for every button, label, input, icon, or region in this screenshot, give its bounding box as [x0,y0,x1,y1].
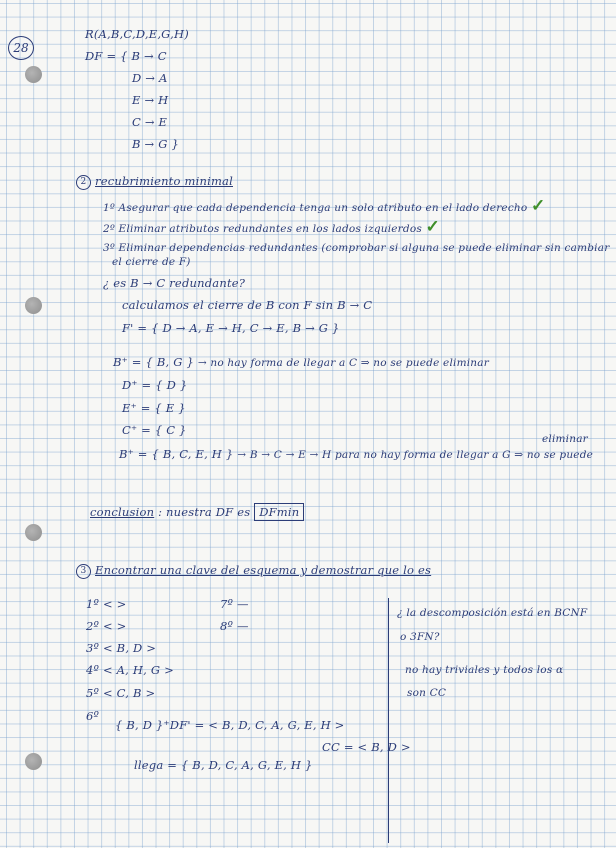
conclusion-text: : nuestra DF es [158,505,251,519]
key-item-3: 3º < B, D > [86,641,157,655]
candidate-key: CC = < B, D > [322,740,411,754]
b-full: B⁺ = { B, C, E, H } [119,447,234,461]
section-3-number: 3 [76,564,91,579]
conclusion-line [90,505,304,519]
side-note-2: o 3FN? [400,631,440,643]
d-plus: D⁺ = { D } [122,378,188,392]
side-note-3: no hay triviales y todos los α [405,664,564,676]
side-note-4: son CC [407,687,447,699]
section-2-title: recubrimiento minimal [95,174,233,188]
section-3-heading [76,563,431,579]
b-plus-note: → no hay forma de llegar a C ⇒ no se puede eliminar [197,357,489,369]
dependency: E → H [132,93,169,107]
punch-hole [25,66,42,83]
punch-hole [25,297,42,314]
e-plus: E⁺ = { E } [122,401,186,415]
key-item-6: 6º [86,709,100,723]
column-divider [388,598,389,843]
key-item-5: 5º < C, B > [86,686,156,700]
section-2-heading [76,174,233,190]
side-note-1: ¿ la descomposición está en BCNF [397,607,588,619]
step-1 [103,196,545,216]
step-2-text: 2º Eliminar atributos redundantes en los lados izquierdos [103,223,422,235]
eliminar-word: eliminar [542,433,588,445]
dependency: D → A [132,71,168,85]
relation-schema: R(A,B,C,D,E,G,H) [85,27,189,41]
key-item-2: 2º < > [86,619,127,633]
dependency: C → E [132,115,168,129]
key-closure: { B, D }⁺DF' = < B, D, C, A, G, E, H > [115,718,345,732]
closure-calculation-note: calculamos el cierre de B con F sin B → C [122,298,373,312]
redundancy-question: ¿ es B → C redundante? [103,276,246,290]
dfmin-box: DFmin [254,503,304,521]
conclusion-label: conclusion [90,505,155,519]
f-prime-set: F' = { D → A, E → H, C → E, B → G } [122,321,340,335]
b-full-note: → B → C → E → H para no hay forma de llegar a G ⇒ no se puede [237,449,594,461]
section-2-number: 2 [76,175,91,190]
b-plus-line [113,355,489,369]
step-2 [103,217,440,237]
b-full-line [119,447,593,461]
key-item-8: 8º — [220,619,249,633]
punch-hole [25,524,42,541]
key-item-1: 1º < > [86,597,127,611]
dependency: B → G } [132,137,179,151]
llega-set: llega = { B, D, C, A, G, E, H } [134,758,313,772]
section-3-title: Encontrar una clave del esquema y demostrar que lo es [95,563,432,577]
punch-hole [25,753,42,770]
step-1-text: 1º Asegurar que cada dependencia tenga un solo atributo en el lado derecho [103,202,528,214]
step-3-continued: el cierre de F) [112,256,191,268]
c-plus: C⁺ = { C } [122,423,187,437]
check-icon: ✓ [425,217,440,237]
key-item-4: 4º < A, H, G > [86,663,174,677]
df-first-dependency: DF = { B → C [85,49,167,63]
exercise-number: 28 [8,36,34,60]
step-3: 3º Eliminar dependencias redundantes (comprobar si alguna se puede eliminar sin cambiar [103,242,610,254]
check-icon: ✓ [530,196,546,216]
key-item-7: 7º — [220,597,249,611]
b-plus: B⁺ = { B, G } [113,355,194,369]
